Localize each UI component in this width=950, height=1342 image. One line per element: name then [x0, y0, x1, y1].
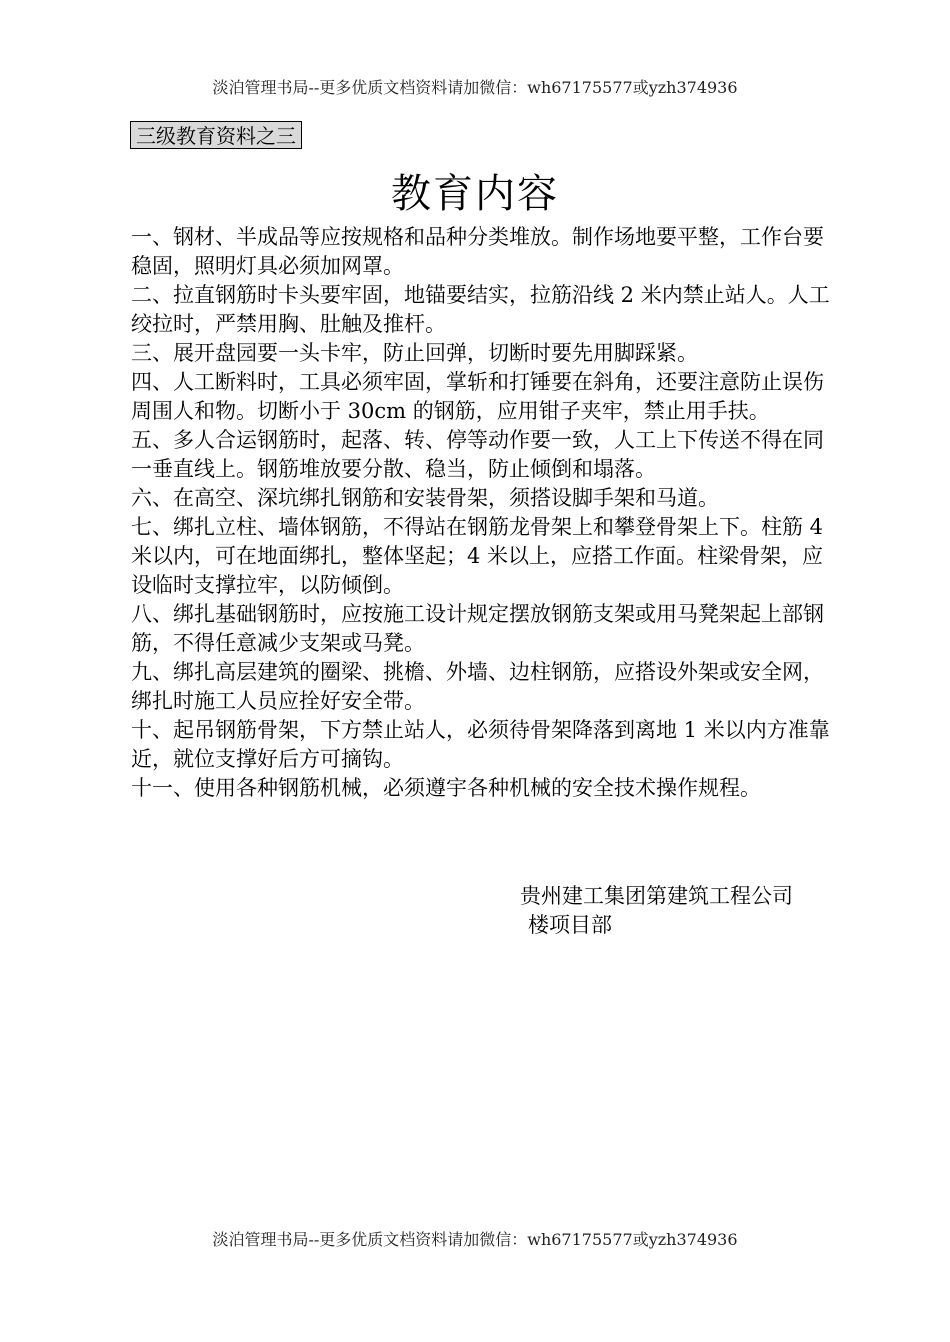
content-item-7: 七、绑扎立柱、墙体钢筋，不得站在钢筋龙骨架上和攀登骨架上下。柱筋 4 米以内，可在地面绑扎，整体坚起；4 米以上，应搭工作面。柱梁骨架，应设临时支撑拉牢，以防倾倒。: [131, 515, 824, 597]
content-item-2: 二、拉直钢筋时卡头要牢固，地锚要结实，拉筋沿线 2 米内禁止站人。人工绞拉时，严禁用胸、肚触及推杆。: [131, 283, 830, 336]
content-item-11: 十一、使用各种钢筋机械，必须遵宇各种机械的安全技术操作规程。: [131, 776, 761, 800]
signature-department: 楼项目部: [528, 913, 612, 937]
content-item-5: 五、多人合运钢筋时，起落、转、停等动作要一致，人工上下传送不得在同一垂直线上。钢筋堆放要分散、稳当，防止倾倒和塌落。: [131, 428, 824, 481]
content-item-6: 六、在高空、深坑绑扎钢筋和安装骨架，须搭设脚手架和马道。: [131, 486, 719, 510]
content-item-9: 九、绑扎高层建筑的圈梁、挑檐、外墙、边柱钢筋，应搭设外架或安全网，绑扎时施工人员应拴好安全带。: [131, 660, 824, 713]
page-header-note: 淡泊管理书局--更多优质文档资料请加微信：wh67175577或yzh374936: [212, 78, 738, 97]
signature-block: [520, 882, 840, 940]
document-label: 三级教育资料之三: [130, 121, 302, 149]
content-item-8: 八、绑扎基础钢筋时，应按施工设计规定摆放钢筋支架或用马凳架起上部钢筋，不得任意减少支架或马凳。: [131, 602, 824, 655]
signature-company: 贵州建工集团第建筑工程公司: [520, 884, 793, 908]
page-footer-note: 淡泊管理书局--更多优质文档资料请加微信：wh67175577或yzh374936: [212, 1230, 738, 1249]
page-title: 教育内容: [391, 171, 559, 217]
content-item-1: 一、钢材、半成品等应按规格和品种分类堆放。制作场地要平整，工作台要稳固，照明灯具必须加网罩。: [131, 225, 824, 278]
content-item-10: 十、起吊钢筋骨架，下方禁止站人，必须待骨架降落到离地 1 米以内方准靠近，就位支撑好后方可摘钩。: [131, 718, 830, 771]
content-item-3: 三、展开盘园要一头卡牢，防止回弹，切断时要先用脚踩紧。: [131, 341, 698, 365]
content-item-4: 四、人工断料时，工具必须牢固，掌斩和打锤要在斜角，还要注意防止误伤周围人和物。切断小于 30cm 的钢筋，应用钳子夹牢，禁止用手扶。: [131, 370, 824, 423]
education-content: [131, 223, 831, 803]
